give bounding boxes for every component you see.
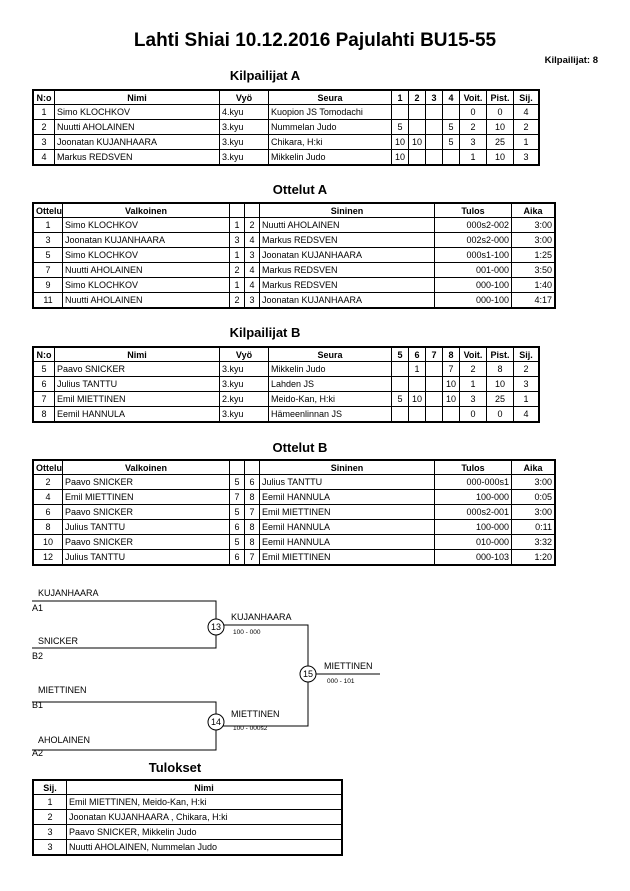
column-header: Aika [512, 460, 556, 475]
match-row [33, 263, 555, 278]
result-row [33, 840, 342, 856]
column-header: Nimi [67, 780, 343, 795]
match-cell: Eemil HANNULA [260, 490, 435, 505]
table-cell [426, 120, 443, 135]
match-cell: 4 [245, 263, 260, 278]
column-header: Pist. [487, 347, 514, 362]
table-row [33, 120, 539, 135]
column-header: Sij. [514, 347, 540, 362]
match-cell: 2 [230, 263, 245, 278]
bracket-p2-seed: B2 [32, 651, 44, 661]
match-cell: 5 [230, 535, 245, 550]
table-cell: 1 [33, 105, 55, 120]
match-cell: 000-000s1 [435, 475, 512, 490]
table-cell: Julius TANTTU [55, 377, 220, 392]
header-row [33, 780, 342, 795]
table-cell: 10 [392, 150, 409, 166]
pool-a-table [32, 89, 540, 166]
column-header: Tulos [435, 460, 512, 475]
table-row [33, 135, 539, 150]
table-cell: Lahden JS [269, 377, 392, 392]
table-cell: Chikara, H:ki [269, 135, 392, 150]
match-cell: 3 [245, 248, 260, 263]
match-cell: Joonatan KUJANHAARA [63, 233, 230, 248]
column-header: 8 [443, 347, 460, 362]
table-cell: Markus REDSVEN [55, 150, 220, 166]
table-cell: 3.kyu [220, 407, 269, 423]
table-cell: 10 [409, 135, 426, 150]
table-cell: 0 [487, 407, 514, 423]
match-cell: 8 [33, 520, 63, 535]
match-cell: 6 [33, 505, 63, 520]
match-cell: 010-000 [435, 535, 512, 550]
match-cell: 000-103 [435, 550, 512, 566]
column-header: Tulos [435, 203, 512, 218]
bracket-p3-seed: B1 [32, 700, 44, 710]
result-rank: 3 [33, 825, 67, 840]
table-cell: 8 [33, 407, 55, 423]
result-rank: 2 [33, 810, 67, 825]
table-cell: 5 [443, 135, 460, 150]
match-row [33, 248, 555, 263]
match-13-number: 13 [210, 622, 222, 632]
result-row [33, 825, 342, 840]
match-cell: 8 [245, 535, 260, 550]
match-cell: 6 [245, 475, 260, 490]
table-cell: 3.kyu [220, 362, 269, 377]
match-row [33, 505, 555, 520]
table-row [33, 105, 539, 120]
table-cell [426, 135, 443, 150]
column-header: Vyö [220, 90, 269, 105]
result-name: Paavo SNICKER, Mikkelin Judo [67, 825, 343, 840]
match-cell: 1:40 [512, 278, 556, 293]
match-14-score: 100 - 000s2 [233, 725, 268, 732]
column-header: Sininen [260, 203, 435, 218]
column-header [230, 460, 245, 475]
result-name: Emil MIETTINEN, Meido-Kan, H:ki [67, 795, 343, 810]
match-cell: 1 [230, 218, 245, 233]
table-cell: 8 [487, 362, 514, 377]
match-row [33, 520, 555, 535]
competitor-count: Kilpailijat: 8 [544, 55, 598, 66]
column-header [245, 460, 260, 475]
match-cell: 9 [33, 278, 63, 293]
match-cell: Julius TANTTU [63, 520, 230, 535]
table-cell: 3 [460, 135, 487, 150]
match-cell: Markus REDSVEN [260, 263, 435, 278]
match-row [33, 293, 555, 309]
table-cell [426, 407, 443, 423]
match-cell: Paavo SNICKER [63, 475, 230, 490]
result-rank: 3 [33, 840, 67, 856]
match-row [33, 475, 555, 490]
match-cell: Joonatan KUJANHAARA [260, 248, 435, 263]
column-header: 7 [426, 347, 443, 362]
column-header: Sininen [260, 460, 435, 475]
match-cell: Simo KLOCHKOV [63, 218, 230, 233]
column-header: 4 [443, 90, 460, 105]
match-cell: 10 [33, 535, 63, 550]
table-cell: 3 [514, 377, 540, 392]
column-header: Ottelu [33, 460, 63, 475]
matches-a-table [32, 202, 556, 309]
bracket-p4-name: AHOLAINEN [38, 735, 91, 745]
match-cell: 3:00 [512, 218, 556, 233]
column-header: Aika [512, 203, 556, 218]
column-header: 3 [426, 90, 443, 105]
result-name: Joonatan KUJANHAARA , Chikara, H:ki [67, 810, 343, 825]
table-cell: 10 [487, 377, 514, 392]
pool-b-table [32, 346, 540, 423]
bracket-p1-name: KUJANHAARA [38, 588, 99, 598]
column-header: 1 [392, 90, 409, 105]
column-header: Seura [269, 347, 392, 362]
match-cell: Nuutti AHOLAINEN [63, 293, 230, 309]
match-cell: 000s2-001 [435, 505, 512, 520]
table-cell: 10 [443, 377, 460, 392]
table-cell [392, 407, 409, 423]
match-cell: 6 [230, 520, 245, 535]
match-cell: 1 [230, 248, 245, 263]
bracket-p1-seed: A1 [32, 603, 44, 613]
match-cell: 8 [245, 490, 260, 505]
results-table [32, 779, 343, 856]
table-cell: 25 [487, 135, 514, 150]
match-cell: 2 [245, 218, 260, 233]
match-cell: 000s2-002 [435, 218, 512, 233]
match-cell: 5 [33, 248, 63, 263]
match-cell: 4 [245, 233, 260, 248]
column-header: N:o [33, 90, 55, 105]
match-cell: 7 [245, 505, 260, 520]
match-cell: Nuutti AHOLAINEN [63, 263, 230, 278]
table-cell: 2 [460, 120, 487, 135]
table-cell: Joonatan KUJANHAARA [55, 135, 220, 150]
matches-a-heading: Ottelut A [272, 182, 328, 197]
table-cell: 3.kyu [220, 150, 269, 166]
match-cell: 3:00 [512, 233, 556, 248]
match-cell: 7 [245, 550, 260, 566]
bracket-p2-name: SNICKER [38, 636, 79, 646]
table-cell: 10 [443, 392, 460, 407]
match-cell: 2 [33, 475, 63, 490]
table-row [33, 407, 539, 423]
match-15-score: 000 - 101 [327, 678, 355, 685]
match-cell: 6 [230, 550, 245, 566]
result-row [33, 810, 342, 825]
table-cell: 5 [33, 362, 55, 377]
match-cell: 000s1-100 [435, 248, 512, 263]
table-cell [409, 407, 426, 423]
table-cell: 5 [443, 120, 460, 135]
match-cell: Emil MIETTINEN [63, 490, 230, 505]
match-cell: 12 [33, 550, 63, 566]
table-cell: 1 [514, 392, 540, 407]
table-cell [409, 150, 426, 166]
match-cell: 1 [33, 218, 63, 233]
table-cell: 3.kyu [220, 135, 269, 150]
match-cell: 3 [245, 293, 260, 309]
match-cell: 11 [33, 293, 63, 309]
table-cell: 5 [392, 392, 409, 407]
table-cell: 10 [487, 150, 514, 166]
table-cell: 7 [443, 362, 460, 377]
table-cell: 1 [460, 377, 487, 392]
table-cell: 1 [409, 362, 426, 377]
table-cell: Nummelan Judo [269, 120, 392, 135]
pool-b-heading: Kilpailijat B [229, 325, 301, 340]
table-cell: 0 [487, 105, 514, 120]
match-cell: 5 [230, 475, 245, 490]
table-cell [409, 105, 426, 120]
match-cell: 7 [230, 490, 245, 505]
match-cell: 0:05 [512, 490, 556, 505]
table-cell: 1 [460, 150, 487, 166]
page-title: Lahti Shiai 10.12.2016 Pajulahti BU15-55 [133, 30, 497, 51]
match-15-winner: MIETTINEN [324, 661, 373, 671]
match-cell: 3:00 [512, 475, 556, 490]
table-cell: 1 [514, 135, 540, 150]
table-cell: 2.kyu [220, 392, 269, 407]
column-header: Voit. [460, 90, 487, 105]
match-cell: 001-000 [435, 263, 512, 278]
match-cell: Markus REDSVEN [260, 278, 435, 293]
match-cell: 1:25 [512, 248, 556, 263]
table-cell: 4 [514, 407, 540, 423]
matches-b-table [32, 459, 556, 566]
match-cell: 4 [33, 490, 63, 505]
column-header: Seura [269, 90, 392, 105]
table-cell [426, 105, 443, 120]
table-cell: 4 [514, 105, 540, 120]
match-cell: 000-100 [435, 293, 512, 309]
table-cell: Meido-Kan, H:ki [269, 392, 392, 407]
match-cell: Paavo SNICKER [63, 505, 230, 520]
pool-a-heading: Kilpailijat A [229, 68, 301, 83]
match-cell: 3:50 [512, 263, 556, 278]
table-cell: 2 [460, 362, 487, 377]
table-cell: Emil MIETTINEN [55, 392, 220, 407]
column-header: Nimi [55, 347, 220, 362]
table-cell: 3.kyu [220, 120, 269, 135]
table-cell: Mikkelin Judo [269, 150, 392, 166]
table-row [33, 392, 539, 407]
table-cell [426, 392, 443, 407]
column-header: 5 [392, 347, 409, 362]
table-cell: 3 [460, 392, 487, 407]
match-cell: 002s2-000 [435, 233, 512, 248]
match-cell: 3:00 [512, 505, 556, 520]
table-cell [409, 377, 426, 392]
column-header: Valkoinen [63, 460, 230, 475]
header-row [33, 347, 539, 362]
table-cell [443, 150, 460, 166]
match-13-score: 100 - 000 [233, 629, 261, 636]
table-cell: Eemil HANNULA [55, 407, 220, 423]
table-row [33, 150, 539, 166]
table-cell: 5 [392, 120, 409, 135]
table-cell: 10 [392, 135, 409, 150]
table-cell: 2 [514, 362, 540, 377]
table-cell: Kuopion JS Tomodachi [269, 105, 392, 120]
table-cell [392, 377, 409, 392]
table-cell: 10 [487, 120, 514, 135]
table-cell [426, 362, 443, 377]
match-cell: Julius TANTTU [63, 550, 230, 566]
column-header: Ottelu [33, 203, 63, 218]
header-row [33, 460, 555, 475]
table-cell: Hämeenlinnan JS [269, 407, 392, 423]
table-cell: 3 [33, 135, 55, 150]
table-cell: Mikkelin Judo [269, 362, 392, 377]
match-cell: Simo KLOCHKOV [63, 278, 230, 293]
table-cell: 4 [33, 150, 55, 166]
column-header: Vyö [220, 347, 269, 362]
table-cell [392, 362, 409, 377]
column-header: 2 [409, 90, 426, 105]
match-cell: 3:32 [512, 535, 556, 550]
table-cell [443, 407, 460, 423]
table-cell: 2 [33, 120, 55, 135]
match-14-number: 14 [210, 717, 222, 727]
column-header [230, 203, 245, 218]
match-cell: 3 [33, 233, 63, 248]
match-15-number: 15 [302, 669, 314, 679]
table-cell: 3.kyu [220, 377, 269, 392]
match-row [33, 233, 555, 248]
match-cell: Eemil HANNULA [260, 535, 435, 550]
column-header: Voit. [460, 347, 487, 362]
match-cell: 4:17 [512, 293, 556, 309]
table-cell [443, 105, 460, 120]
table-cell: Simo KLOCHKOV [55, 105, 220, 120]
result-row [33, 795, 342, 810]
table-cell: 2 [514, 120, 540, 135]
match-cell: 1:20 [512, 550, 556, 566]
table-cell [426, 150, 443, 166]
bracket [0, 580, 630, 760]
table-cell: 0 [460, 105, 487, 120]
table-cell [409, 120, 426, 135]
table-cell: 25 [487, 392, 514, 407]
column-header: N:o [33, 347, 55, 362]
match-cell: 0:11 [512, 520, 556, 535]
table-cell: 4.kyu [220, 105, 269, 120]
match-cell: 5 [230, 505, 245, 520]
column-header: Valkoinen [63, 203, 230, 218]
table-cell: 10 [409, 392, 426, 407]
header-row [33, 90, 539, 105]
match-row [33, 535, 555, 550]
column-header [245, 203, 260, 218]
bracket-p4-seed: A2 [32, 748, 44, 758]
match-cell: 000-100 [435, 278, 512, 293]
column-header: Nimi [55, 90, 220, 105]
table-cell [426, 377, 443, 392]
match-cell: 7 [33, 263, 63, 278]
header-row [33, 203, 555, 218]
table-row [33, 362, 539, 377]
match-cell: Markus REDSVEN [260, 233, 435, 248]
match-cell: 3 [230, 233, 245, 248]
table-cell: 0 [460, 407, 487, 423]
match-row [33, 490, 555, 505]
column-header: 6 [409, 347, 426, 362]
results-heading: Tulokset [148, 760, 202, 775]
match-cell: Julius TANTTU [260, 475, 435, 490]
table-cell: Paavo SNICKER [55, 362, 220, 377]
match-14-winner: MIETTINEN [231, 709, 280, 719]
match-row [33, 218, 555, 233]
column-header: Sij. [33, 780, 67, 795]
match-cell: 8 [245, 520, 260, 535]
match-cell: Simo KLOCHKOV [63, 248, 230, 263]
match-cell: Eemil HANNULA [260, 520, 435, 535]
table-cell: 7 [33, 392, 55, 407]
table-cell: Nuutti AHOLAINEN [55, 120, 220, 135]
match-row [33, 278, 555, 293]
match-cell: Emil MIETTINEN [260, 550, 435, 566]
match-cell: Emil MIETTINEN [260, 505, 435, 520]
match-row [33, 550, 555, 566]
result-name: Nuutti AHOLAINEN, Nummelan Judo [67, 840, 343, 856]
match-cell: 100-000 [435, 490, 512, 505]
result-rank: 1 [33, 795, 67, 810]
table-cell: 3 [514, 150, 540, 166]
matches-b-heading: Ottelut B [272, 440, 328, 455]
column-header: Sij. [514, 90, 540, 105]
match-cell: Joonatan KUJANHAARA [260, 293, 435, 309]
match-cell: 2 [230, 293, 245, 309]
table-row [33, 377, 539, 392]
column-header: Pist. [487, 90, 514, 105]
match-cell: Paavo SNICKER [63, 535, 230, 550]
match-cell: Nuutti AHOLAINEN [260, 218, 435, 233]
table-cell [392, 105, 409, 120]
match-13-winner: KUJANHAARA [231, 612, 292, 622]
match-cell: 100-000 [435, 520, 512, 535]
match-cell: 1 [230, 278, 245, 293]
bracket-p3-name: MIETTINEN [38, 685, 87, 695]
table-cell: 6 [33, 377, 55, 392]
match-cell: 4 [245, 278, 260, 293]
